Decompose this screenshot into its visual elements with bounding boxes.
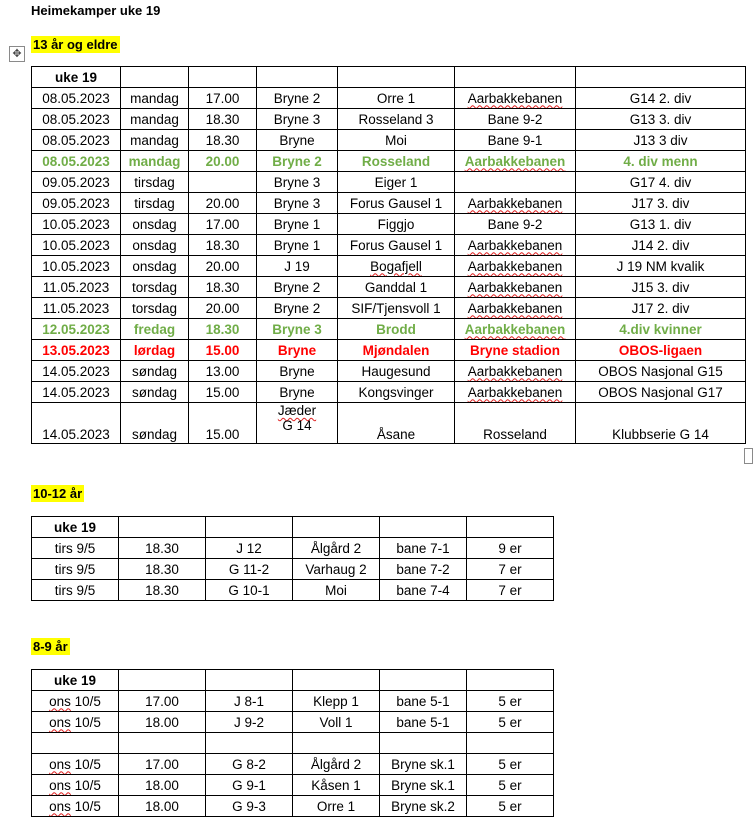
- table-cell: 15.00: [189, 340, 257, 361]
- week-header-cell: uke 19: [32, 67, 121, 88]
- table-cell: G14 2. div: [576, 88, 746, 109]
- table-row: [32, 538, 554, 559]
- table-cell: 5 er: [467, 775, 554, 796]
- table-cell: 08.05.2023: [32, 151, 121, 172]
- schedule-table-10-12: [31, 516, 554, 601]
- spellcheck-underlined-text: ons: [49, 693, 71, 709]
- table-cell: Rosseland 3: [338, 109, 455, 130]
- table-cell: 5 er: [467, 712, 554, 733]
- table-row: [32, 172, 746, 193]
- table-cell: [455, 382, 576, 403]
- table-cell: [380, 517, 467, 538]
- table-cell: [189, 67, 257, 88]
- table-cell: J 19: [257, 256, 338, 277]
- spellcheck-underlined-text: Aarbakkebanen: [464, 153, 566, 169]
- table-cell: [257, 403, 338, 444]
- table-cell: 5 er: [467, 691, 554, 712]
- table-cell: Klepp 1: [293, 691, 380, 712]
- table-row: [32, 754, 554, 775]
- table-cell: Bane 9-1: [455, 130, 576, 151]
- spellcheck-underlined-text: Aarbakkebanen: [464, 321, 566, 337]
- table-cell: Bryne sk.2: [380, 796, 467, 817]
- spellcheck-underlined-text: Aarbakkebanen: [467, 90, 563, 106]
- table-row: [32, 340, 746, 361]
- section-label-13-og-eldre: 13 år og eldre: [33, 37, 118, 52]
- table-cell: J 19 NM kvalik: [576, 256, 746, 277]
- table-cell: G 10-1: [206, 580, 293, 601]
- table-move-handle-icon[interactable]: ✥: [9, 46, 25, 62]
- table-cell: 4.div kvinner: [576, 319, 746, 340]
- table-cell: ons 10/5: [32, 691, 119, 712]
- table-cell: [380, 670, 467, 691]
- table-cell: J17 2. div: [576, 298, 746, 319]
- table-cell: Bryne sk.1: [380, 754, 467, 775]
- spellcheck-underlined-text: Aarbakkebanen: [467, 279, 563, 295]
- table-cell: mandag: [121, 109, 189, 130]
- table-cell: Bryne: [257, 382, 338, 403]
- table-cell: 9 er: [467, 538, 554, 559]
- table-row: [32, 88, 746, 109]
- table-cell: 18.30: [119, 538, 206, 559]
- table-cell: onsdag: [121, 214, 189, 235]
- table-cell: Bryne stadion: [455, 340, 576, 361]
- table-cell: [455, 67, 576, 88]
- table-cell: [293, 517, 380, 538]
- table-row: [32, 559, 554, 580]
- table-cell: 17.00: [119, 754, 206, 775]
- table-cell: 10.05.2023: [32, 235, 121, 256]
- table-cell: [455, 235, 576, 256]
- table-row: [32, 580, 554, 601]
- table-cell: 14.05.2023: [32, 361, 121, 382]
- table-cell: tirs 9/5: [32, 580, 119, 601]
- table-cell: 7 er: [467, 580, 554, 601]
- table-cell: Brodd: [338, 319, 455, 340]
- table-cell: Bryne 3: [257, 109, 338, 130]
- table-cell: G13 1. div: [576, 214, 746, 235]
- table-cell: [119, 517, 206, 538]
- spellcheck-underlined-text: ons: [49, 714, 71, 730]
- table-cell: 5 er: [467, 796, 554, 817]
- table-cell: [467, 517, 554, 538]
- table-cell: [119, 733, 206, 754]
- table-cell: Rosseland: [338, 151, 455, 172]
- table-cell: 14.05.2023: [32, 382, 121, 403]
- table-cell: Åsane: [338, 403, 455, 444]
- table-cell: [189, 172, 257, 193]
- table-cell: G 9-1: [206, 775, 293, 796]
- table-cell: [455, 193, 576, 214]
- table-cell: Forus Gausel 1: [338, 235, 455, 256]
- table-cell: [455, 361, 576, 382]
- table-cell: [257, 67, 338, 88]
- table-cell: OBOS Nasjonal G17: [576, 382, 746, 403]
- table-cell: 17.00: [189, 88, 257, 109]
- table-cell: [576, 67, 746, 88]
- table-cell: J 9-2: [206, 712, 293, 733]
- table-cell: [338, 256, 455, 277]
- table-cell: 20.00: [189, 298, 257, 319]
- table-cell: ons 10/5: [32, 712, 119, 733]
- table-cell: ons 10/5: [32, 796, 119, 817]
- table-cell: tirsdag: [121, 172, 189, 193]
- table-cell: Moi: [293, 580, 380, 601]
- table-cell: søndag: [121, 403, 189, 444]
- table-cell: 08.05.2023: [32, 88, 121, 109]
- table-cell: J17 3. div: [576, 193, 746, 214]
- table-cell: J 12: [206, 538, 293, 559]
- table-cell: 18.30: [189, 277, 257, 298]
- table-row: [32, 109, 746, 130]
- table-cell: tirs 9/5: [32, 559, 119, 580]
- table-cell: 18.30: [189, 109, 257, 130]
- table-cell: Varhaug 2: [293, 559, 380, 580]
- table-row: [32, 691, 554, 712]
- table-cell: Bryne: [257, 340, 338, 361]
- table-cell: 09.05.2023: [32, 172, 121, 193]
- table-cell: Ålgård 2: [293, 538, 380, 559]
- spellcheck-underlined-text: Aarbakkebanen: [467, 237, 563, 253]
- table-cell: 18.30: [119, 559, 206, 580]
- table-cell: Mjøndalen: [338, 340, 455, 361]
- table-cell: 10.05.2023: [32, 256, 121, 277]
- table-row: [32, 733, 554, 754]
- table-row: [32, 235, 746, 256]
- table-row: [32, 775, 554, 796]
- section-label-8-9: 8-9 år: [33, 639, 68, 654]
- table-cell: Bryne 1: [257, 214, 338, 235]
- table-cell: Bane 9-2: [455, 109, 576, 130]
- table-row: [32, 130, 746, 151]
- table-cell: Klubbserie G 14: [576, 403, 746, 444]
- table-row: [32, 256, 746, 277]
- table-row: [32, 382, 746, 403]
- spellcheck-underlined-text: ons: [49, 777, 71, 793]
- table-cell: torsdag: [121, 298, 189, 319]
- table-header-row: [32, 517, 554, 538]
- table-cell: tirsdag: [121, 193, 189, 214]
- section-label-10-12: 10-12 år: [33, 486, 83, 501]
- table-cell: OBOS Nasjonal G15: [576, 361, 746, 382]
- page-title: Heimekamper uke 19: [31, 3, 161, 18]
- table-cell: Bryne sk.1: [380, 775, 467, 796]
- spellcheck-underlined-text: Bogafjell: [370, 258, 422, 274]
- spellcheck-underlined-text: Jæder: [277, 403, 317, 418]
- table-cell: bane 7-1: [380, 538, 467, 559]
- table-cell: 15.00: [189, 403, 257, 444]
- spellcheck-underlined-text: Aarbakkebanen: [467, 258, 563, 274]
- team-subtitle: G 14: [282, 418, 312, 433]
- table-cell: [121, 67, 189, 88]
- spellcheck-underlined-text: Aarbakkebanen: [467, 384, 563, 400]
- table-cell: [338, 67, 455, 88]
- table-cell: 18.30: [189, 235, 257, 256]
- spellcheck-underlined-text: Aarbakkebanen: [467, 300, 563, 316]
- table-cell: søndag: [121, 361, 189, 382]
- table-cell: 18.00: [119, 712, 206, 733]
- table-cell: G13 3. div: [576, 109, 746, 130]
- spellcheck-underlined-text: Aarbakkebanen: [467, 195, 563, 211]
- table-cell: [455, 172, 576, 193]
- table-cell: [455, 256, 576, 277]
- table-cell: Orre 1: [293, 796, 380, 817]
- spellcheck-underlined-text: Aarbakkebanen: [467, 363, 563, 379]
- table-cell: 10.05.2023: [32, 214, 121, 235]
- table-cell: 18.00: [119, 775, 206, 796]
- table-cell: [455, 151, 576, 172]
- table-cell: G 9-3: [206, 796, 293, 817]
- table-cell: G 8-2: [206, 754, 293, 775]
- table-cell: torsdag: [121, 277, 189, 298]
- table-row: [32, 298, 746, 319]
- table-cell: Bryne: [257, 361, 338, 382]
- table-cell: Rosseland: [455, 403, 576, 444]
- table-cell: [32, 733, 119, 754]
- table-cell: onsdag: [121, 235, 189, 256]
- table-cell: bane 7-2: [380, 559, 467, 580]
- table-cell: 18.30: [189, 319, 257, 340]
- table-cell: Haugesund: [338, 361, 455, 382]
- table-cell: 13.05.2023: [32, 340, 121, 361]
- table-row: [32, 193, 746, 214]
- table-row: [32, 361, 746, 382]
- table-cell: [293, 733, 380, 754]
- table-cell: Bryne 2: [257, 298, 338, 319]
- table-cell: 4. div menn: [576, 151, 746, 172]
- table-cell: Eiger 1: [338, 172, 455, 193]
- table-cell: 17.00: [119, 691, 206, 712]
- table-cell: 11.05.2023: [32, 298, 121, 319]
- table-cell: mandag: [121, 88, 189, 109]
- table-header-row: [32, 670, 554, 691]
- table-cell: Ganddal 1: [338, 277, 455, 298]
- table-cell: [119, 670, 206, 691]
- table-row: [32, 796, 554, 817]
- table-cell: OBOS-ligaen: [576, 340, 746, 361]
- table-row: [32, 319, 746, 340]
- table-cell: bane 5-1: [380, 712, 467, 733]
- table-cell: 20.00: [189, 151, 257, 172]
- table-cell: fredag: [121, 319, 189, 340]
- table-cell: 11.05.2023: [32, 277, 121, 298]
- table-cell: 18.30: [189, 130, 257, 151]
- table-cell: Figgjo: [338, 214, 455, 235]
- table-cell: [455, 277, 576, 298]
- table-cell: [455, 319, 576, 340]
- table-cell: Bryne 2: [257, 151, 338, 172]
- table-cell: Bryne 2: [257, 88, 338, 109]
- schedule-table-8-9: [31, 669, 554, 817]
- table-cell: 20.00: [189, 256, 257, 277]
- table-cell: 17.00: [189, 214, 257, 235]
- table-cell: 12.05.2023: [32, 319, 121, 340]
- table-cell: lørdag: [121, 340, 189, 361]
- table-cell: [467, 733, 554, 754]
- table-cell: Bryne: [257, 130, 338, 151]
- table-cell: Bryne 2: [257, 277, 338, 298]
- week-header-cell: uke 19: [32, 517, 119, 538]
- table-cell: 7 er: [467, 559, 554, 580]
- spellcheck-underlined-text: ons: [49, 756, 71, 772]
- table-cell: 08.05.2023: [32, 109, 121, 130]
- table-cell: [380, 733, 467, 754]
- table-cell: tirs 9/5: [32, 538, 119, 559]
- table-cell: 5 er: [467, 754, 554, 775]
- table-cell: J 8-1: [206, 691, 293, 712]
- table-cell: Voll 1: [293, 712, 380, 733]
- table-cell: Bryne 3: [257, 319, 338, 340]
- table-header-row: [32, 67, 746, 88]
- table-cell: Moi: [338, 130, 455, 151]
- table-resize-handle-icon[interactable]: [744, 448, 753, 464]
- table-cell: ons 10/5: [32, 775, 119, 796]
- table-cell: J14 2. div: [576, 235, 746, 256]
- table-cell: Bane 9-2: [455, 214, 576, 235]
- table-cell: 08.05.2023: [32, 130, 121, 151]
- table-cell: [455, 88, 576, 109]
- table-cell: 13.00: [189, 361, 257, 382]
- table-cell: 18.00: [119, 796, 206, 817]
- table-cell: [467, 670, 554, 691]
- table-cell: Ålgård 2: [293, 754, 380, 775]
- table-cell: mandag: [121, 130, 189, 151]
- table-cell: 18.30: [119, 580, 206, 601]
- table-cell: 15.00: [189, 382, 257, 403]
- table-cell: onsdag: [121, 256, 189, 277]
- table-cell: 14.05.2023: [32, 403, 121, 444]
- week-header-cell: uke 19: [32, 670, 119, 691]
- table-cell: SIF/Tjensvoll 1: [338, 298, 455, 319]
- table-cell: Bryne 3: [257, 193, 338, 214]
- table-cell: 20.00: [189, 193, 257, 214]
- spellcheck-underlined-text: ons: [49, 798, 71, 814]
- table-cell: [206, 670, 293, 691]
- table-cell: Kåsen 1: [293, 775, 380, 796]
- table-cell: bane 7-4: [380, 580, 467, 601]
- table-cell: Bryne 1: [257, 235, 338, 256]
- table-cell: Bryne 3: [257, 172, 338, 193]
- table-cell: [455, 298, 576, 319]
- table-cell: G 11-2: [206, 559, 293, 580]
- table-cell: bane 5-1: [380, 691, 467, 712]
- table-cell: J13 3 div: [576, 130, 746, 151]
- table-row: [32, 277, 746, 298]
- table-cell: søndag: [121, 382, 189, 403]
- table-cell: Forus Gausel 1: [338, 193, 455, 214]
- table-cell: J15 3. div: [576, 277, 746, 298]
- table-cell: G17 4. div: [576, 172, 746, 193]
- table-cell: [206, 517, 293, 538]
- table-row: [32, 151, 746, 172]
- table-cell: Orre 1: [338, 88, 455, 109]
- table-cell: 09.05.2023: [32, 193, 121, 214]
- table-row: [32, 403, 746, 444]
- table-cell: mandag: [121, 151, 189, 172]
- table-cell: [206, 733, 293, 754]
- table-row: [32, 712, 554, 733]
- schedule-table-13-og-eldre: [31, 66, 746, 444]
- table-cell: ons 10/5: [32, 754, 119, 775]
- table-cell: [293, 670, 380, 691]
- table-row: [32, 214, 746, 235]
- table-cell: Kongsvinger: [338, 382, 455, 403]
